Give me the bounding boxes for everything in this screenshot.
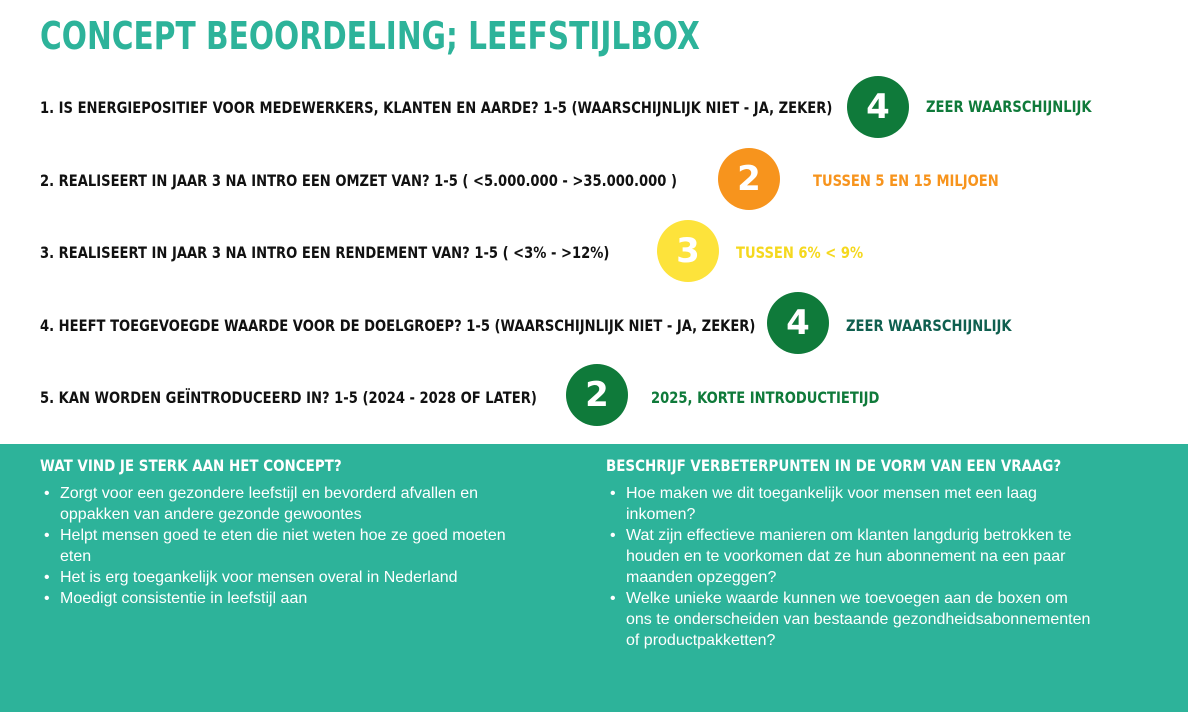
- score-badge: 2: [566, 364, 628, 426]
- answer-text: TUSSEN 5 EN 15 MILJOEN: [813, 171, 999, 190]
- list-item: • Zorgt voor een gezondere leefstijl en bevorderd afvallen en oppakken van andere gezonde gewoontes: [60, 483, 540, 525]
- answer-text: TUSSEN 6% < 9%: [736, 243, 864, 262]
- question-row-3: [40, 237, 734, 267]
- question-text: 4. HEEFT TOEGEVOEGDE WAARDE VOOR DE DOELGROEP? 1-5 (WAARSCHIJNLIJK NIET - JA, ZEKER): [40, 315, 756, 335]
- improvements-list: [606, 483, 1096, 651]
- list-item: • Hoe maken we dit toegankelijk voor mensen met een laag inkomen?: [626, 483, 1096, 525]
- answer-text: ZEER WAARSCHIJNLIJK: [926, 97, 1092, 116]
- question-text: 5. KAN WORDEN GEÏNTRODUCEERD IN? 1-5 (2024 - 2028 OF LATER): [40, 387, 537, 407]
- score-badge: 4: [847, 76, 909, 138]
- list-item: • Moedigt consistentie in leefstijl aan: [60, 588, 540, 609]
- question-text: 1. IS ENERGIEPOSITIEF VOOR MEDEWERKERS, KLANTEN EN AARDE? 1-5 (WAARSCHIJNLIJK NIET - JA, ZEKER): [40, 97, 833, 117]
- strengths-list: [40, 483, 540, 609]
- list-item: • Het is erg toegankelijk voor mensen overal in Nederland: [60, 567, 540, 588]
- list-item: • Welke unieke waarde kunnen we toevoegen aan de boxen om ons te onderscheiden van bestaande gezondheidsabonnementen of productpakketten?: [626, 588, 1096, 651]
- list-item: • Helpt mensen goed te eten die niet weten hoe ze goed moeten eten: [60, 525, 540, 567]
- question-text: 3. REALISEERT IN JAAR 3 NA INTRO EEN RENDEMENT VAN? 1-5 ( <3% - >12%): [40, 242, 610, 262]
- improvements-section: [606, 456, 1096, 651]
- score-badge: 4: [767, 292, 829, 354]
- strengths-section: [40, 456, 540, 609]
- score-badge: 2: [718, 148, 780, 210]
- question-row-5: [40, 382, 646, 412]
- answer-text: 2025, KORTE INTRODUCTIETIJD: [651, 388, 880, 407]
- improvements-heading: BESCHRIJF VERBETERPUNTEN IN DE VORM VAN EEN VRAAG?: [606, 456, 1062, 475]
- strengths-heading: WAT VIND JE STERK AAN HET CONCEPT?: [40, 456, 342, 475]
- question-text: 2. REALISEERT IN JAAR 3 NA INTRO EEN OMZET VAN? 1-5 ( <5.000.000 - >35.000.000 ): [40, 170, 677, 190]
- list-item: • Wat zijn effectieve manieren om klanten langdurig betrokken te houden en te voorkomen dat ze hun abonnement na een paar maanden opzeggen?: [626, 525, 1096, 588]
- question-row-2: [40, 165, 817, 195]
- page-title: CONCEPT BEOORDELING; LEEFSTIJLBOX: [40, 14, 700, 58]
- answer-text: ZEER WAARSCHIJNLIJK: [846, 316, 1012, 335]
- score-badge: 3: [657, 220, 719, 282]
